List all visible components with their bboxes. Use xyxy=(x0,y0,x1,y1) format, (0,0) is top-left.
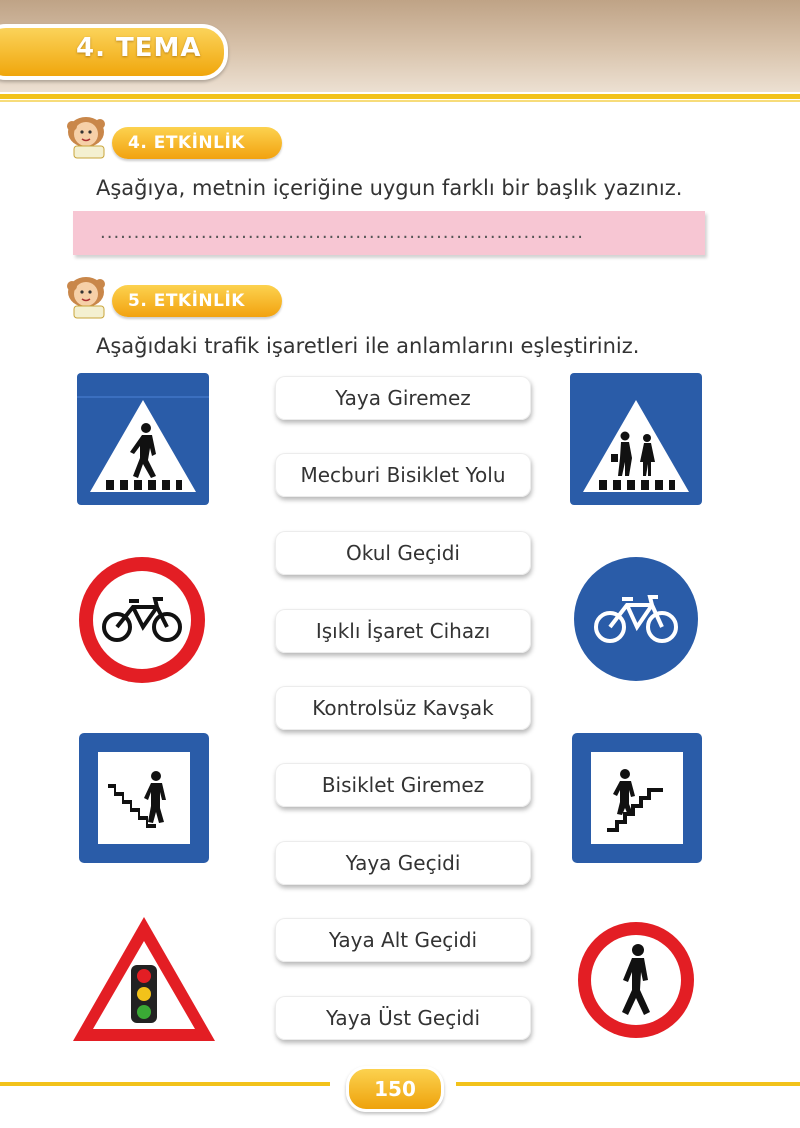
girl-mascot-icon xyxy=(60,112,116,162)
no-pedestrians-sign-icon[interactable] xyxy=(576,920,696,1040)
school-crossing-sign-icon[interactable] xyxy=(565,368,707,510)
footer-line-left xyxy=(0,1082,330,1086)
header-divider xyxy=(0,94,800,99)
activity5-instruction: Aşağıdaki trafik işaretleri ile anlamlarını eşleştiriniz. xyxy=(96,334,640,358)
header-divider-thin xyxy=(0,100,800,102)
meaning-box-4[interactable]: Işıklı İşaret Cihazı xyxy=(275,609,531,653)
meaning-box-9[interactable]: Yaya Üst Geçidi xyxy=(275,996,531,1040)
no-bicycles-sign-icon[interactable] xyxy=(77,555,207,685)
meaning-box-5[interactable]: Kontrolsüz Kavşak xyxy=(275,686,531,730)
mandatory-bicycle-path-sign-icon[interactable] xyxy=(570,553,702,685)
meaning-box-6[interactable]: Bisiklet Giremez xyxy=(275,763,531,807)
footer-line-right xyxy=(456,1082,800,1086)
traffic-light-warning-sign-icon[interactable] xyxy=(71,915,217,1043)
meaning-box-3[interactable]: Okul Geçidi xyxy=(275,531,531,575)
activity5-title: 5. ETKİNLİK xyxy=(128,291,245,311)
meaning-box-7[interactable]: Yaya Geçidi xyxy=(275,841,531,885)
meaning-box-2[interactable]: Mecburi Bisiklet Yolu xyxy=(275,453,531,497)
girl-mascot-icon xyxy=(60,272,116,322)
pedestrian-underpass-sign-icon[interactable] xyxy=(74,728,214,868)
meaning-box-1[interactable]: Yaya Giremez xyxy=(275,376,531,420)
tema-label: 4. TEMA xyxy=(76,33,202,63)
activity4-title: 4. ETKİNLİK xyxy=(128,133,245,153)
pedestrian-crossing-sign-icon[interactable] xyxy=(72,368,214,510)
pedestrian-overpass-sign-icon[interactable] xyxy=(567,728,707,868)
page-number: 150 xyxy=(346,1066,444,1112)
activity4-instruction: Aşağıya, metnin içeriğine uygun farklı bir başlık yazınız. xyxy=(96,176,683,200)
meaning-box-8[interactable]: Yaya Alt Geçidi xyxy=(275,918,531,962)
answer-dotted-line: ........................................................................ xyxy=(100,222,584,243)
